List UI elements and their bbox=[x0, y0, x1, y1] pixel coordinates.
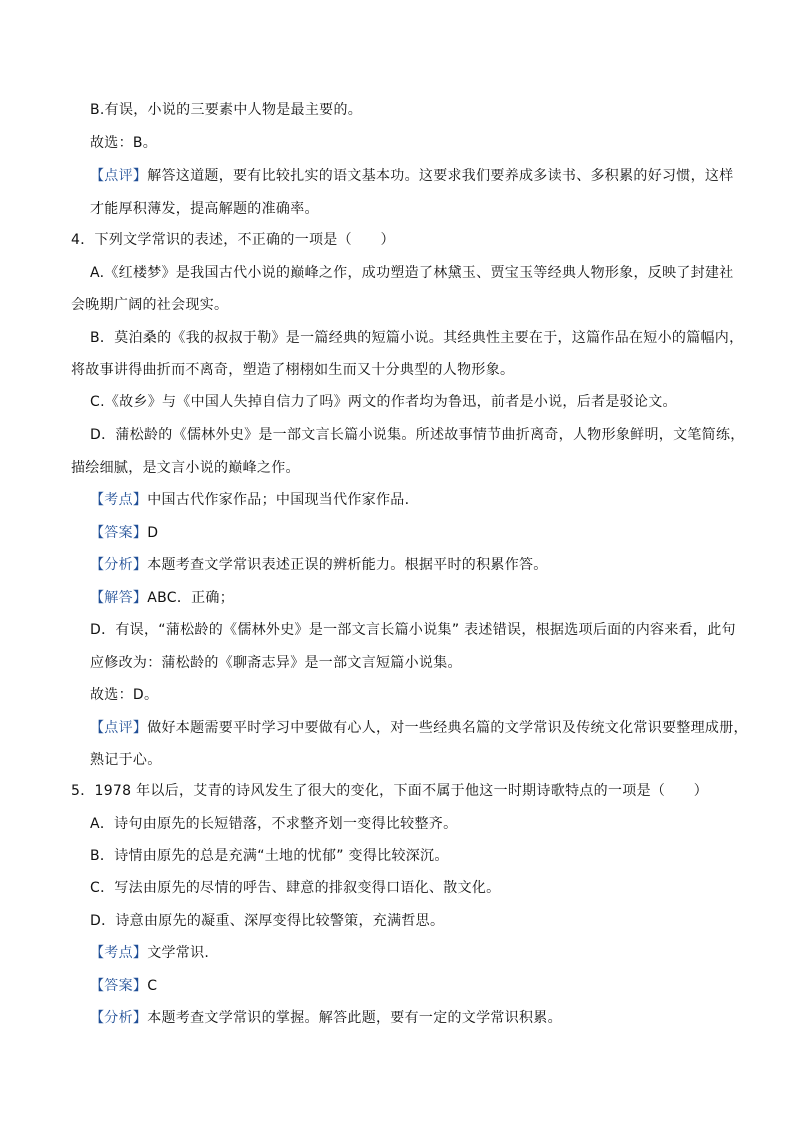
comment-line: 【点评】解答这道题，要有比较扎实的语文基本功。这要求我们要养成多读书、多积累的好习惯，这样 bbox=[90, 168, 734, 184]
solution-line: D．有误，“蒲松龄的《儒林外史》是一部文言长篇小说集” 表述错误，根据选项后面的内容来看，此句 bbox=[90, 622, 736, 638]
option-line: 将故事讲得曲折而不离奇，塑造了栩栩如生而又十分典型的人物形象。 bbox=[71, 362, 515, 378]
keypoint-line: 【考点】文学常识. bbox=[90, 945, 210, 961]
option-line: C.《故乡》与《中国人失掉自信力了吗》两文的作者均为鲁迅，前者是小说，后者是驳论文。 bbox=[90, 394, 677, 410]
section-tag: 【点评】 bbox=[90, 720, 148, 736]
section-tag: 【分析】 bbox=[90, 1010, 148, 1026]
comment-line: 才能厚积薄发，提高解题的准确率。 bbox=[90, 201, 319, 217]
section-tag: 【考点】 bbox=[90, 945, 148, 961]
section-tag: 【答案】 bbox=[90, 978, 148, 994]
option-line: B．莫泊桑的《我的叔叔于勒》是一篇经典的短篇小说。其经典性主要在于，这篇作品在短小的篇幅内， bbox=[90, 330, 744, 346]
option-line: A.《红楼梦》是我国古代小说的巅峰之作，成功塑造了林黛玉、贾宝玉等经典人物形象，反映了封建社 bbox=[90, 265, 734, 281]
comment-line: 【点评】做好本题需要平时学习中要做有心人，对一些经典名篇的文学常识及传统文化常识要整理成册， bbox=[90, 720, 748, 736]
analysis-line: 【分析】本题考查文学常识表述正误的辨析能力。根据平时的积累作答。 bbox=[90, 557, 548, 573]
solution-line: 【解答】ABC．正确； bbox=[90, 590, 235, 606]
solution-line: 应修改为：蒲松龄的《聊斋志异》是一部文言短篇小说集。 bbox=[90, 655, 462, 671]
option-line: B．诗情由原先的总是充满“土地的忧郁” 变得比较深沉。 bbox=[90, 848, 449, 864]
analysis-line: 【分析】本题考查文学常识的掌握。解答此题，要有一定的文学常识积累。 bbox=[90, 1010, 562, 1026]
option-line: D．蒲松龄的《儒林外史》是一部文言长篇小说集。所述故事情节曲折离奇，人物形象鲜明，文笔简练， bbox=[90, 427, 745, 443]
answer-line: 故选：B。 bbox=[90, 135, 158, 151]
option-line: 描绘细腻，是文言小说的巅峰之作。 bbox=[71, 460, 300, 476]
answer-line: B.有误，小说的三要素中人物是最主要的。 bbox=[90, 102, 363, 118]
question-stem: 5．1978 年以后，艾青的诗风发生了很大的变化，下面不属于他这一时期诗歌特点的一项是（ ） bbox=[71, 783, 709, 799]
option-line: A．诗句由原先的长短错落，不求整齐划一变得比较整齐。 bbox=[90, 816, 458, 832]
answer-key-line: 【答案】D bbox=[90, 525, 159, 541]
option-line: C．写法由原先的尽情的呼告、肆意的排叙变得口语化、散文化。 bbox=[90, 880, 501, 896]
keypoint-line: 【考点】中国古代作家作品；中国现当代作家作品. bbox=[90, 492, 410, 508]
answer-line: 故选：D。 bbox=[90, 687, 159, 703]
section-tag: 【考点】 bbox=[90, 492, 148, 508]
answer-key-line: 【答案】C bbox=[90, 978, 158, 994]
section-tag: 【点评】 bbox=[90, 168, 148, 184]
section-tag: 【答案】 bbox=[90, 525, 148, 541]
question-stem: 4．下列文学常识的表述，不正确的一项是（ ） bbox=[71, 232, 395, 248]
section-tag: 【分析】 bbox=[90, 557, 148, 573]
option-line: D．诗意由原先的凝重、深厚变得比较警策，充满哲思。 bbox=[90, 913, 445, 929]
section-tag: 【解答】 bbox=[90, 590, 148, 606]
option-line: 会晚期广阔的社会现实。 bbox=[71, 297, 229, 313]
comment-line: 熟记于心。 bbox=[90, 752, 162, 768]
